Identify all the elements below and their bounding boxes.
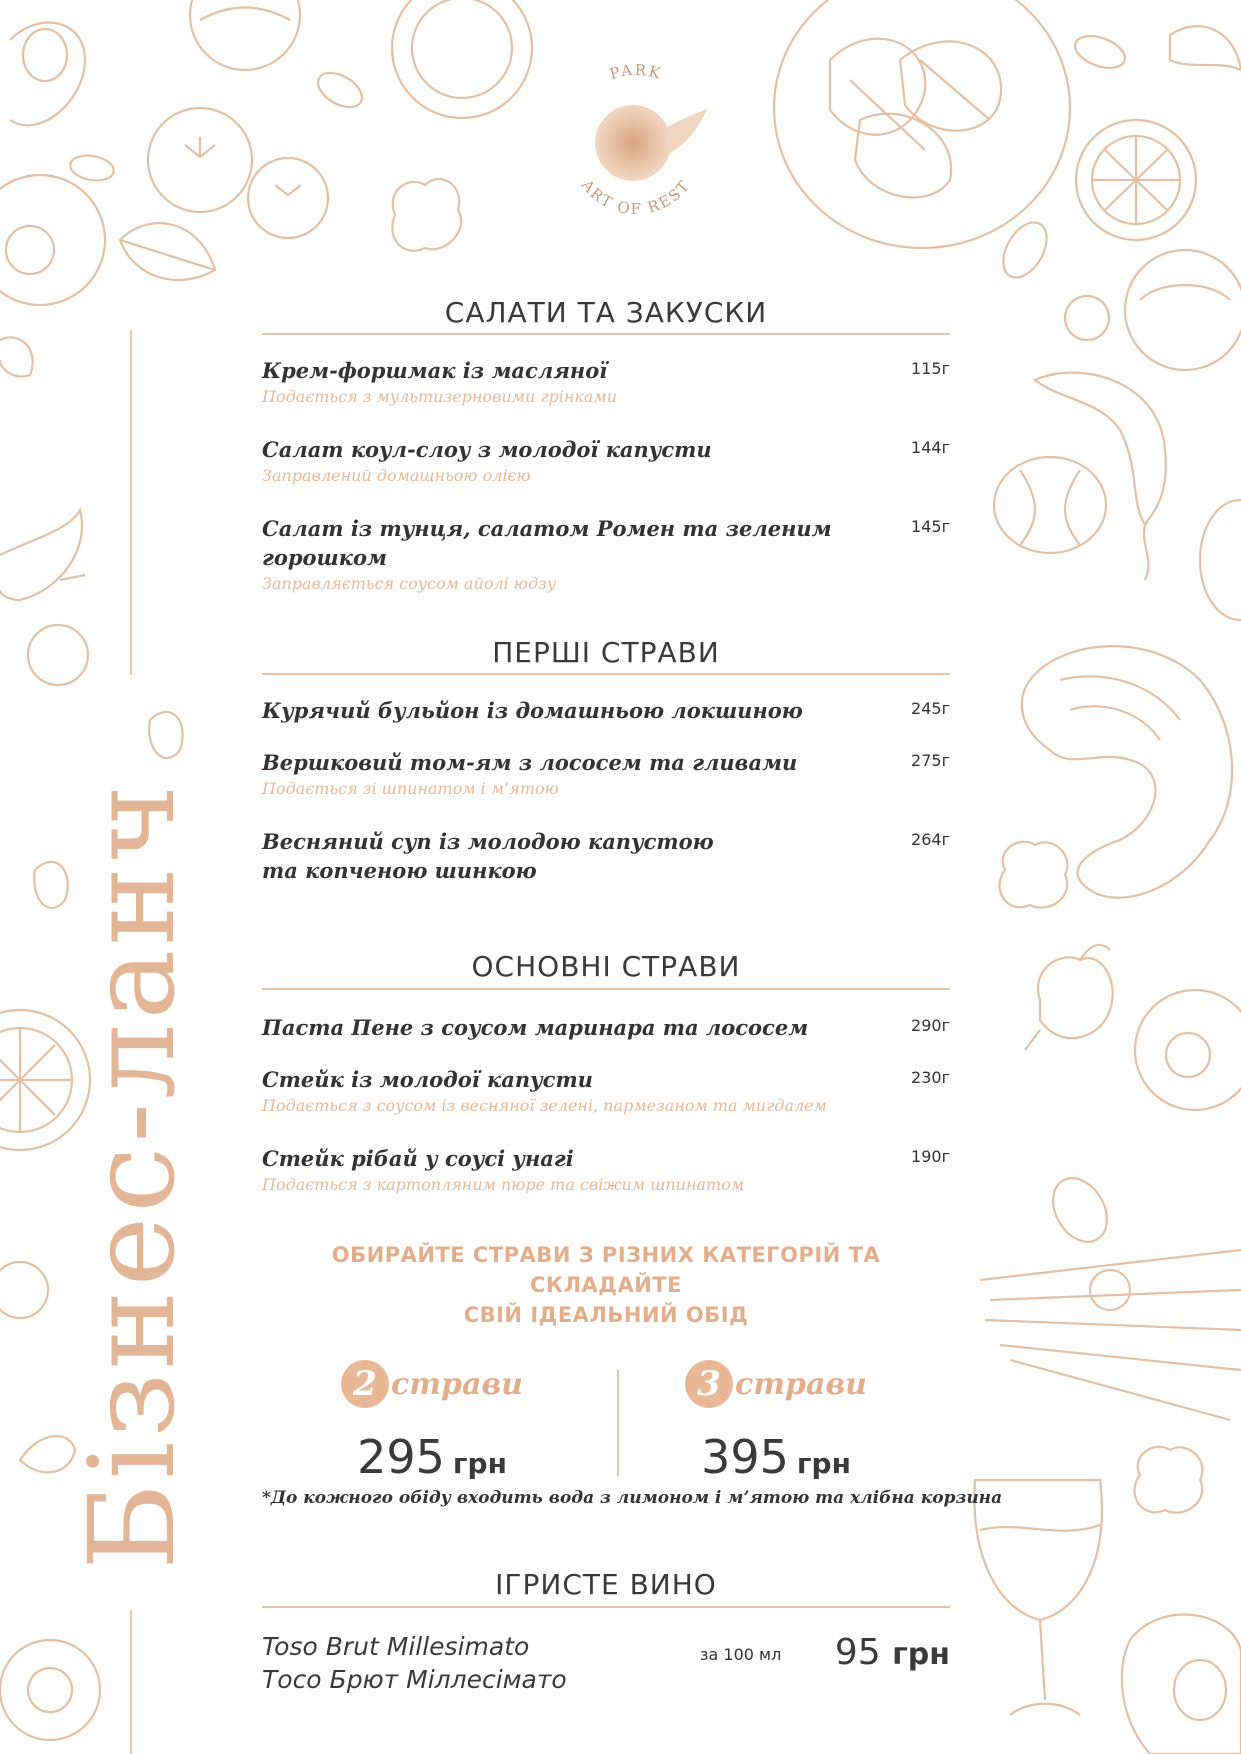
- item-weight: 145г: [911, 517, 950, 536]
- section-rule: [262, 988, 950, 990]
- avocado-icon: [1122, 1615, 1241, 1754]
- item-name: Салат коул-слоу з молодої капусти: [262, 437, 712, 462]
- menu-item: [262, 1013, 950, 1042]
- lemon-slice-icon: [1076, 120, 1196, 240]
- promo-line: СВІЙ ІДЕАЛЬНИЙ ОБІД: [463, 1303, 749, 1327]
- combo-price-value: 395: [701, 1430, 789, 1484]
- wine-price: [835, 1632, 950, 1673]
- combo-two-dishes: [312, 1360, 552, 1484]
- menu-item: [262, 435, 950, 487]
- combo-label: страви: [391, 1366, 523, 1402]
- menu-item: [262, 514, 950, 595]
- item-weight: 190г: [911, 1147, 950, 1166]
- menu-item: [262, 1065, 950, 1117]
- title-line-top: [130, 330, 132, 675]
- wine-name-cyrillic: Тосо Брют Міллесімато: [262, 1665, 567, 1694]
- section-title-soups: ПЕРШІ СТРАВИ: [492, 636, 720, 669]
- item-name: Салат із тунця, салатом Ромен та зеленим горошком: [262, 516, 832, 570]
- item-weight: 264г: [911, 830, 950, 849]
- wine-glass-icon: [974, 1480, 1101, 1715]
- item-description: Заправлений домашньою олією: [262, 466, 531, 485]
- item-description: Подається зі шпинатом і м’ятою: [262, 779, 559, 798]
- item-description: Подається з соусом із весняної зелені, пармезаном та мигдалем: [262, 1096, 827, 1115]
- wine-name: [262, 1630, 662, 1696]
- peach-icon: [0, 1640, 100, 1740]
- avocado-icon: [10, 23, 85, 126]
- lunch-note: *До кожного обіду входить вода з лимоном і м’ятою та хлібна корзина: [262, 1488, 1003, 1508]
- salmon-steak-icon: [1022, 646, 1232, 898]
- item-name: Курячий бульйон із домашньою локшиною: [262, 698, 803, 723]
- combo-count-badge: 2: [341, 1360, 389, 1408]
- item-weight: 144г: [911, 438, 950, 457]
- promo-line: ОБИРАЙТЕ СТРАВИ З РІЗНИХ КАТЕГОРІЙ ТА СКЛАДАЙТЕ: [331, 1243, 881, 1297]
- section-rule: [262, 333, 950, 335]
- item-name: Вершковий том-ям з лососем та гливами: [262, 750, 798, 775]
- item-description: Заправляється соусом айолі юдзу: [262, 574, 557, 593]
- item-name: Паста Пене з соусом маринара та лососем: [262, 1015, 809, 1040]
- peach-icon: [1135, 990, 1241, 1110]
- peach-icon: [0, 175, 105, 305]
- item-weight: 115г: [911, 359, 950, 378]
- wine-price-currency: грн: [892, 1637, 950, 1672]
- item-weight: 230г: [911, 1068, 950, 1087]
- item-description: Подається з картопляним пюре та свіжим шпинатом: [262, 1175, 745, 1194]
- menu-item: [262, 696, 950, 725]
- item-name: Стейк із молодої капусти: [262, 1067, 593, 1092]
- bowl-icon: [392, 0, 532, 118]
- section-title-salads: САЛАТИ ТА ЗАКУСКИ: [444, 296, 768, 329]
- item-name: Стейк рібай у соусі унагі: [262, 1146, 574, 1171]
- combo-price-value: 295: [357, 1430, 445, 1484]
- combo-count-badge: 3: [685, 1360, 733, 1408]
- salad-plate-icon: [774, 0, 1070, 248]
- onion-icon: [994, 457, 1241, 620]
- section-title-wine: ІГРИСТЕ ВИНО: [495, 1568, 717, 1601]
- menu-item: [262, 356, 950, 408]
- section-rule: [262, 673, 950, 675]
- combo-divider: [617, 1370, 619, 1476]
- item-name: Крем-форшмак із масляної: [262, 358, 608, 383]
- leaf-icon: [120, 223, 215, 280]
- item-weight: 275г: [911, 751, 950, 770]
- menu-item: [262, 827, 950, 885]
- combo-label: страви: [735, 1366, 867, 1402]
- combo-three-dishes: [656, 1360, 896, 1484]
- wine-volume: за 100 мл: [700, 1645, 782, 1664]
- section-title-mains: ОСНОВНІ СТРАВИ: [471, 950, 741, 983]
- onion-icon: [1025, 945, 1113, 1050]
- tomato-icon: [190, 0, 300, 70]
- combo-price-currency: грн: [452, 1447, 507, 1480]
- promo-text: [262, 1240, 950, 1330]
- combo-price: [312, 1430, 552, 1484]
- chili-pepper-icon: [1035, 373, 1166, 580]
- item-name: Весняний суп із молодою капустою та копченою шинкою: [262, 829, 714, 883]
- item-weight: 290г: [911, 1016, 950, 1035]
- item-weight: 245г: [911, 699, 950, 718]
- logo-text-top: PARK: [607, 60, 665, 84]
- melon-icon: [1125, 250, 1241, 370]
- section-rule: [262, 1606, 950, 1608]
- leaf-icon: [0, 337, 33, 376]
- menu-item: [262, 748, 950, 800]
- green-onion-bundle-icon: [980, 1250, 1241, 1420]
- combo-price: [656, 1430, 896, 1484]
- cherry-tomatoes-icon: [148, 108, 328, 238]
- logo-emblem-icon: [595, 105, 671, 181]
- fig-icon: [0, 1262, 48, 1318]
- fig-icon: [28, 625, 88, 685]
- menu-item: [262, 1144, 950, 1196]
- wine-price-value: 95: [834, 1632, 881, 1673]
- vertical-title: Бізнес-ланч: [63, 780, 201, 1570]
- combo-price-currency: грн: [796, 1447, 851, 1480]
- title-line-bottom: [130, 1610, 132, 1754]
- park-logo: [548, 48, 724, 238]
- berry-icon: [1065, 296, 1109, 340]
- pepper-icon: [1170, 26, 1241, 70]
- wine-name-latin: Toso Brut Millesimato: [262, 1632, 530, 1661]
- item-description: Подається з мультизерновими грінками: [262, 387, 618, 406]
- logo-text-bottom: ART OF REST: [577, 176, 695, 219]
- banana-icon: [0, 510, 85, 600]
